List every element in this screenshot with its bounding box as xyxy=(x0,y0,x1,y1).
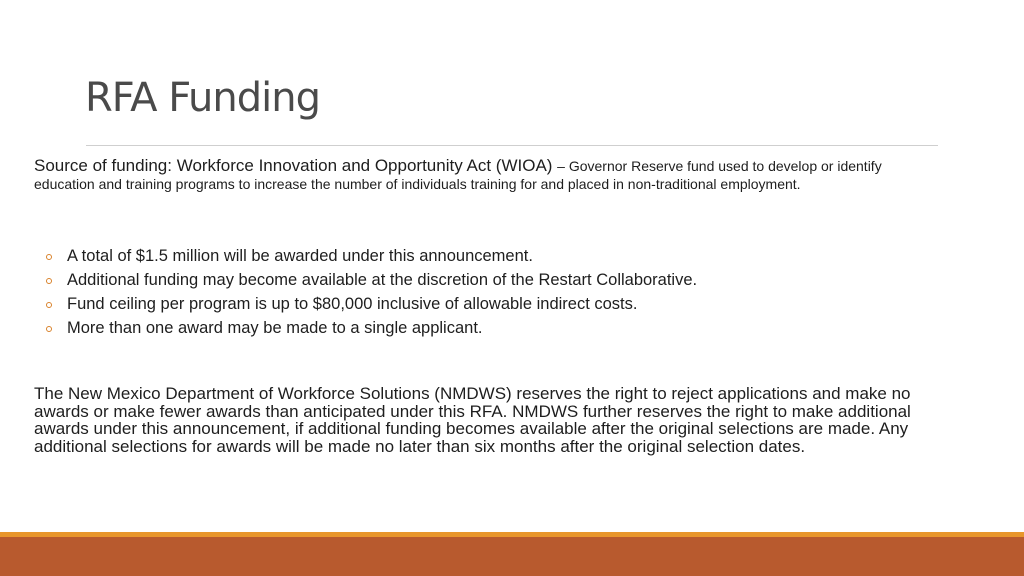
ring-bullet-icon xyxy=(46,302,52,308)
bullet-text: A total of $1.5 million will be awarded under this announcement. xyxy=(67,247,533,265)
funding-source-detail: – Governor Reserve fund used to develop or identify education and training programs to increase the number of individuals training for and placed in non-traditional employment. xyxy=(34,158,882,192)
funding-source-paragraph xyxy=(34,157,914,193)
footer-band xyxy=(0,537,1024,576)
bullet-item xyxy=(46,244,946,268)
ring-bullet-icon xyxy=(46,254,52,260)
ring-bullet-icon xyxy=(46,278,52,284)
funding-bullet-list xyxy=(46,244,946,340)
slide-title: RFA Funding xyxy=(85,75,320,121)
bullet-text: Fund ceiling per program is up to $80,000 inclusive of allowable indirect costs. xyxy=(67,295,638,313)
funding-source-lead: Source of funding: Workforce Innovation and Opportunity Act (WIOA) xyxy=(34,156,558,175)
reservation-paragraph: The New Mexico Department of Workforce Solutions (NMDWS) reserves the right to reject applications and make no awards or make fewer awards than anticipated under this RFA. NMDWS further reserves the right to make additional awards under this announcement, if additional funding becomes available after the original selections are made. Any additional selections for awards will be made no later than six months after the original selection dates. xyxy=(34,384,911,456)
ring-bullet-icon xyxy=(46,326,52,332)
bullet-item xyxy=(46,292,946,316)
bullet-text: Additional funding may become available at the discretion of the Restart Collaborative. xyxy=(67,271,698,289)
bullet-item xyxy=(46,268,946,292)
bullet-item xyxy=(46,316,946,340)
title-divider xyxy=(86,145,938,146)
bullet-text: More than one award may be made to a single applicant. xyxy=(67,319,483,337)
